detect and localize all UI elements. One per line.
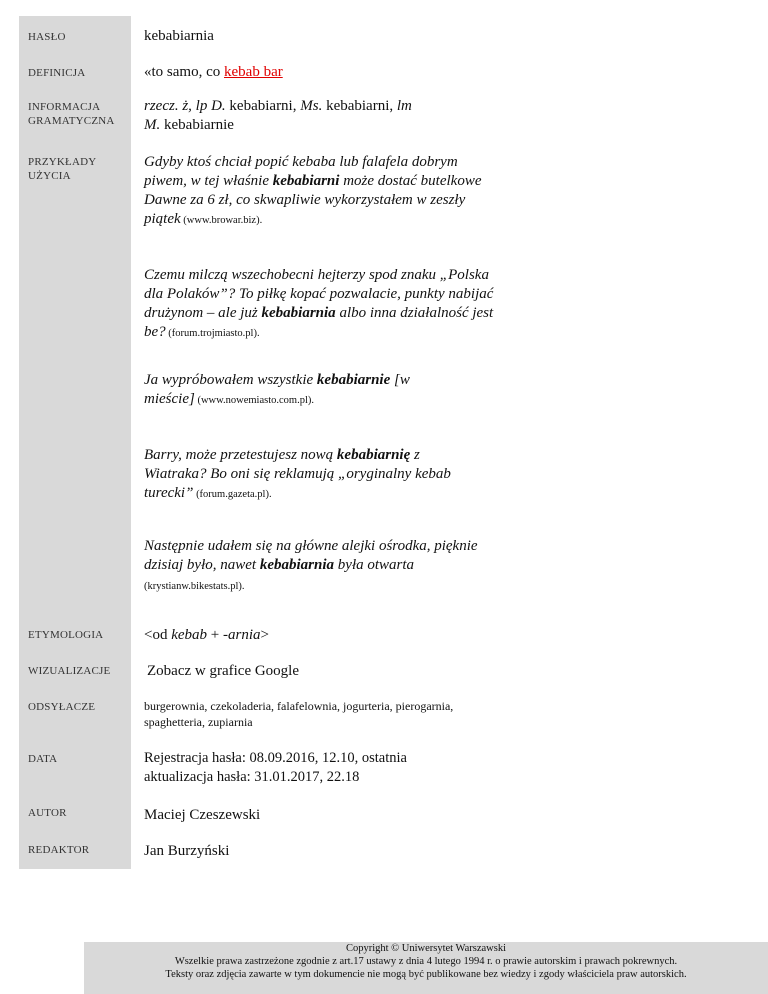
- example-keyword: kebabiarnię: [336, 447, 411, 463]
- example-text: albo inna działalność jest be?: [144, 305, 494, 340]
- example-5: [144, 537, 489, 596]
- footer-copyright: Copyright © Uniwersytet Warszawski: [345, 943, 507, 954]
- label-redaktor: REDAKTOR: [28, 844, 90, 856]
- grammar-t2: kebabiarni,: [225, 98, 301, 114]
- example-text: Barry, może przetestujesz nową: [144, 447, 337, 463]
- copyright-footer: [84, 942, 768, 994]
- entry-headword: kebabiarnia: [144, 28, 214, 44]
- example-keyword: kebabiarni: [272, 173, 340, 189]
- label-definicja: DEFINICJA: [28, 67, 86, 79]
- author-name: Maciej Czeszewski: [144, 807, 261, 823]
- grammar-t6: M.: [144, 117, 161, 133]
- example-text: Następnie udałem się na główne alejki ośrodka, pięknie dzisiaj było, nawet: [144, 538, 478, 573]
- example-source: (forum.trojmiasto.pl).: [165, 328, 260, 339]
- example-text: może dostać butelkowe Dawne za 6 zł, co skwapliwie wykorzystałem w zeszły piątek: [144, 173, 482, 227]
- example-text: Czemu milczą wszechobecni hejterzy spod znaku „Polska dla Polaków”? To piłkę kopać pozwalacie, punkty nabijać drużynom – ale już: [144, 267, 494, 321]
- cross-references: burgerownia, czekoladeria, falafelownia, jogurteria, pierogarnia, spaghetteria, zupiarnia: [144, 699, 454, 729]
- example-keyword: kebabiarnia: [259, 557, 335, 573]
- example-text: z Wiatraka? Bo oni się reklamują „oryginalny kebab turecki”: [144, 447, 451, 501]
- example-source: (forum.gazeta.pl).: [193, 489, 272, 500]
- grammar-t1: rzecz. ż, lp D.: [144, 98, 226, 114]
- example-2: [144, 266, 494, 343]
- label-data: DATA: [28, 753, 58, 765]
- definition-prefix: «to samo, co: [144, 64, 224, 80]
- google-images-link[interactable]: Zobacz w grafice Google: [147, 663, 300, 679]
- example-4: [144, 446, 454, 504]
- footer-rights: Wszelkie prawa zastrzeżone zgodnie z art.17 ustawy z dnia 4 lutego 1994 r. o prawie autorskim i prawach pokrewnych.: [174, 956, 678, 967]
- example-keyword: kebabiarnia: [261, 305, 336, 321]
- editor-name: Jan Burzyński: [144, 843, 230, 859]
- label-etymologia: ETYMOLOGIA: [28, 629, 104, 641]
- example-3: [144, 371, 444, 410]
- label-haslo: HASŁO: [28, 31, 66, 43]
- example-source: (www.nowemiasto.com.pl).: [194, 395, 314, 406]
- etymology: [144, 626, 614, 645]
- definition-link[interactable]: kebab bar: [224, 64, 283, 80]
- grammar-t7: kebabiarnie: [160, 117, 234, 133]
- definition: [144, 63, 614, 82]
- example-text: Gdyby ktoś chciał popić kebaba lub falafela dobrym piwem, w tej właśnie: [144, 154, 458, 189]
- grammar-t3: Ms.: [300, 98, 323, 114]
- etymology-plus: +: [207, 627, 224, 643]
- example-1: [144, 153, 494, 230]
- label-odsylacze: ODSYŁACZE: [28, 701, 96, 713]
- label-autor: AUTOR: [28, 807, 67, 819]
- footer-notice: Teksty oraz zdjęcia zawarte w tym dokumencie nie mogą być publikowane bez wiedzy i zgody właściciela praw autorskich.: [165, 969, 687, 980]
- grammar-info: [144, 97, 444, 135]
- example-keyword: kebabiarnie: [316, 372, 391, 388]
- etymology-suffix: >: [260, 627, 269, 643]
- etymology-term-1: kebab: [171, 627, 208, 643]
- grammar-t5: lm: [396, 98, 412, 114]
- label-przyklady: PRZYKŁADY UŻYCIA: [28, 156, 97, 182]
- example-text: Ja wypróbowałem wszystkie: [144, 372, 317, 388]
- example-source: (www.browar.biz).: [180, 215, 263, 226]
- label-wizualizacje: WIZUALIZACJE: [28, 665, 111, 677]
- entry-dates: Rejestracja hasła: 08.09.2016, 12.10, ostatnia aktualizacja hasła: 31.01.2017, 22.18: [144, 750, 407, 785]
- example-text: była otwarta: [334, 557, 415, 573]
- label-gramatyka: INFORMACJA GRAMATYCZNA: [28, 101, 115, 127]
- example-source: (krystianw.bikestats.pl).: [144, 581, 245, 592]
- grammar-t4: kebabiarni,: [322, 98, 397, 114]
- label-column-background: [19, 16, 131, 869]
- example-text: [w mieście]: [144, 372, 410, 407]
- etymology-term-2: -arnia: [223, 627, 261, 643]
- etymology-prefix: <od: [144, 627, 172, 643]
